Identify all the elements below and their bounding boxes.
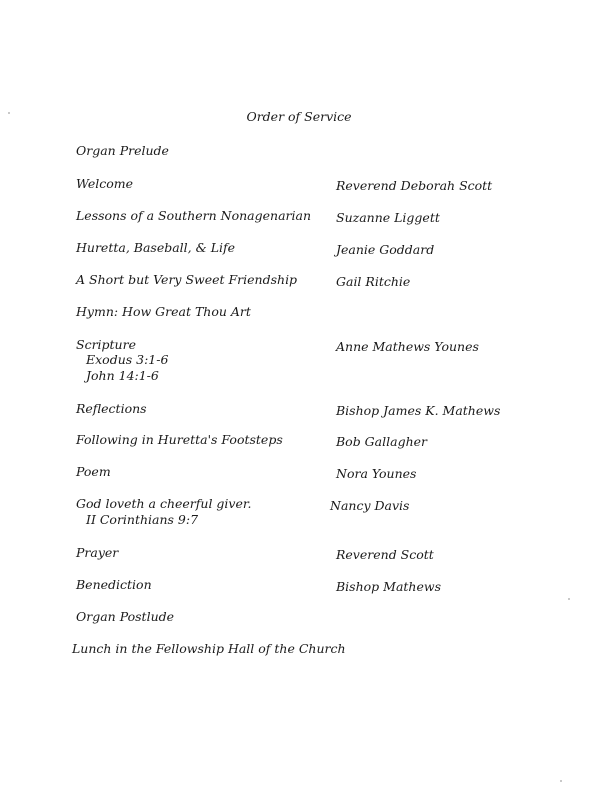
item-scripture-john: John 14:1-6 (86, 368, 159, 383)
person-scripture: Anne Mathews Younes (336, 339, 479, 354)
scan-speck (568, 598, 570, 600)
item-prayer: Prayer (76, 545, 119, 560)
person-cheerful-giver: Nancy Davis (330, 498, 410, 513)
item-reflections: Reflections (76, 401, 147, 416)
person-short-friendship: Gail Ritchie (336, 274, 411, 289)
item-welcome: Welcome (76, 176, 134, 191)
scan-speck (560, 780, 562, 782)
person-prayer: Reverend Scott (336, 547, 434, 562)
item-huretta-baseball: Huretta, Baseball, & Life (76, 240, 236, 255)
person-benediction: Bishop Mathews (336, 579, 441, 594)
item-lunch: Lunch in the Fellowship Hall of the Church (72, 641, 346, 656)
item-corinthians: II Corinthians 9:7 (86, 512, 199, 527)
person-reflections: Bishop James K. Mathews (336, 403, 501, 418)
person-lessons: Suzanne Liggett (336, 210, 440, 225)
item-benediction: Benediction (76, 577, 152, 592)
scan-speck (8, 112, 10, 114)
item-cheerful-giver: God loveth a cheerful giver. (76, 496, 252, 511)
item-hymn: Hymn: How Great Thou Art (76, 304, 251, 319)
person-footsteps: Bob Gallagher (336, 434, 427, 449)
item-short-friendship: A Short but Very Sweet Friendship (76, 272, 298, 287)
item-scripture: Scripture (76, 337, 136, 352)
item-organ-prelude: Organ Prelude (76, 143, 169, 158)
item-scripture-exodus: Exodus 3:1-6 (86, 352, 169, 367)
item-poem: Poem (76, 464, 111, 479)
item-lessons: Lessons of a Southern Nonagenarian (76, 208, 311, 223)
item-organ-postlude: Organ Postlude (76, 609, 175, 624)
person-welcome: Reverend Deborah Scott (336, 178, 493, 193)
item-footsteps: Following in Huretta's Footsteps (76, 432, 283, 447)
program-title: Order of Service (246, 109, 352, 124)
person-huretta-baseball: Jeanie Goddard (336, 242, 435, 257)
person-poem: Nora Younes (336, 466, 417, 481)
